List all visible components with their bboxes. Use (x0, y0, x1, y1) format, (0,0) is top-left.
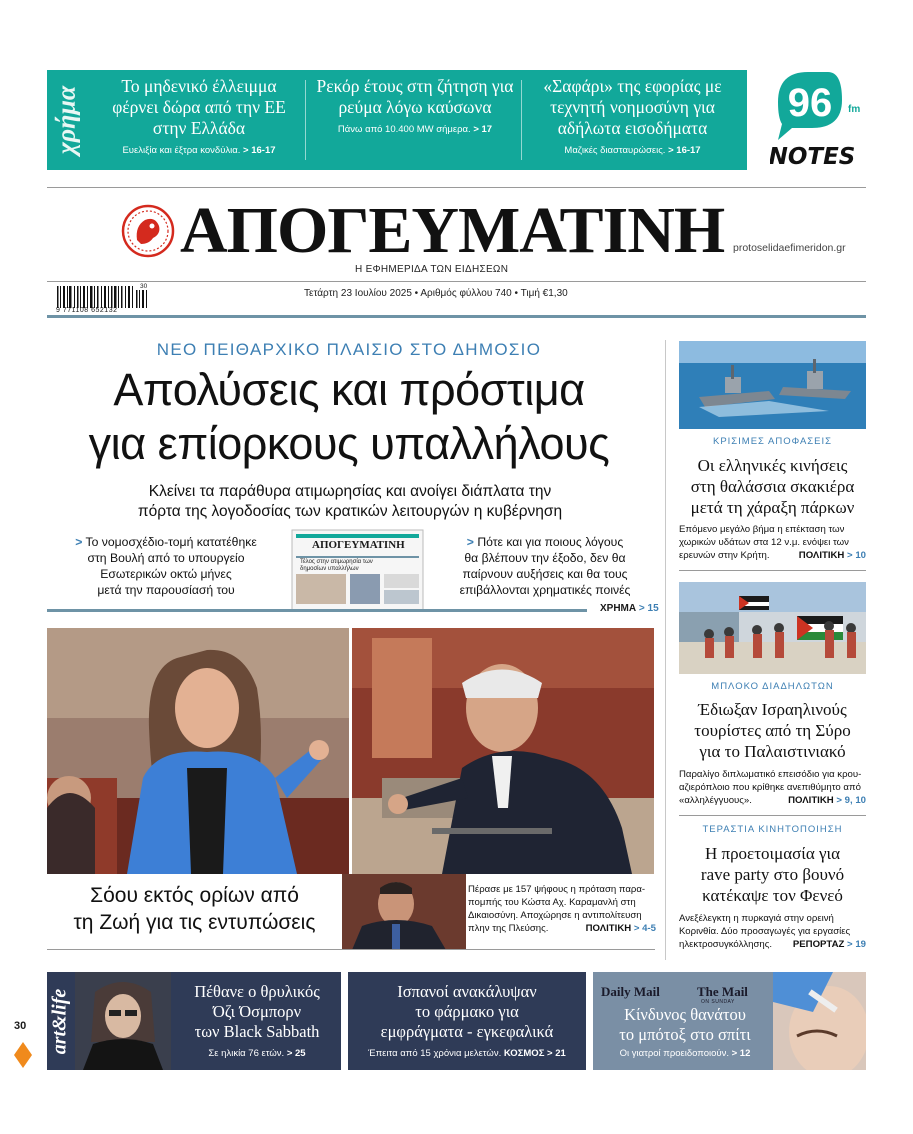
previous-front-page-thumbnail (290, 528, 425, 610)
banner-divider (305, 80, 306, 160)
orange-diamond-icon (14, 1042, 32, 1068)
photo-minister (342, 874, 466, 950)
art-life-sub: Σε ηλικία 76 ετών. > 25 (208, 1048, 306, 1059)
photo-story-headline[interactable]: Σόου εκτός ορίων από τη Ζωή για τις εντυπώσεις (73, 884, 316, 934)
sidebar-1-kicker: ΚΡΙΣΙΜΕΣ ΑΠΟΦΑΣΕΙΣ (712, 436, 832, 447)
radio-96fm-logo[interactable] (770, 70, 880, 170)
masthead-seal-logo (121, 204, 175, 258)
barcode-issue: 30 (140, 283, 148, 290)
deck-line-2: πόρτα της λογοδοσίας των κρατικών λειτουργών η κυβέρνηση (137, 503, 563, 520)
art-life-headline: Πέθανε ο θρυλικός Όζι Όσμπορν των Black Sabbath (194, 982, 320, 1041)
banner-section-label: χρήμα (51, 85, 80, 155)
sidebar-1-page-ref[interactable]: ΠΟΛΙΤΙΚΗ > 10 (798, 550, 866, 561)
banner-sub: Πάνω από 10.400 MW σήμερα. > 17 (337, 124, 493, 135)
sidebar-2-text: Παραλίγο διπλωματικό επεισόδιο για κρου- αζιερόπλοιο που κρίθηκε ανεπιθύμητο από «αλληλέγγυους». ΠΟΛΙΤΙΚΗ > 9, 10 (679, 769, 866, 806)
mail-on-sunday-sub: ON SUNDAY (701, 999, 735, 1005)
barcode-digits: 9 771108 652132 (56, 307, 118, 314)
photo-botox (773, 972, 866, 1070)
photo-ozzy (75, 972, 171, 1070)
radio-name: NOTES (770, 144, 856, 170)
deck-line-1: Κλείνει τα παράθυρα ατιμωρησίας και ανοίγει διάπλατα την (148, 483, 552, 500)
mail-on-sunday-logo: The Mail (697, 984, 748, 999)
sidebar-2-page-ref[interactable]: ΠΟΛΙΤΙΚΗ > 9, 10 (788, 795, 866, 806)
photos-bottom-rule (47, 949, 655, 950)
thumb-headline: Τέλος στην ατιμωρησία των δημοσίων υπαλλήλων (300, 559, 373, 572)
sidebar-1-text: Επόμενο μεγάλο βήμα η επέκταση των χωρικών υδάτων στα 12 ν.μ. ενόψει των ερευνών στην Κρήτη. ΠΟΛΙΤΙΚΗ > 10 (679, 524, 866, 561)
masthead-title: ΑΠΟΓΕΥΜΑΤΙΝΗ (180, 194, 725, 267)
barcode (56, 283, 156, 316)
masthead-blue-rule (47, 315, 866, 318)
photo-warships (679, 341, 866, 429)
photo-zoi (47, 628, 349, 874)
sidebar-3-page-ref[interactable]: ΡΕΠΟΡΤΑΖ > 19 (792, 939, 866, 950)
radio-logo-graphic (770, 70, 880, 170)
banner-headline: «Σαφάρι» της εφορίας με τεχνητή νοημοσύνη για αδήλωτα εισοδήματα (543, 76, 722, 138)
art-life-label: art&life (48, 988, 71, 1054)
masthead-tagline: Η ΕΦΗΜΕΡΙΔΑ ΤΩΝ ΕΙΔΗΣΕΩΝ (355, 264, 509, 275)
banner-sub: Μαζικές διασταυρώσεις. > 16-17 (564, 145, 701, 156)
photo-parliament (352, 628, 654, 874)
bullet-arrow-icon: > (75, 535, 83, 549)
sidebar-1-headline[interactable]: Οι ελληνικές κινήσεις στη θαλάσσια σκακιέρα μετά τη χάραξη πάρκων (690, 456, 855, 517)
sidebar-rule (679, 570, 866, 571)
radio-unit: fm (848, 104, 861, 115)
photo-story-text: Πέρασε με 157 ψήφους η πρόταση παρα- πομπής του Κώστα Αχ. Καραμανλή στη Δικαιοσύνη. Αποχώρησε η αντιπολίτευση πλην της Πλεύσης. ΠΟΛΙΤΙΚΗ > 4-5 (468, 884, 656, 934)
main-story-kicker: ΝΕΟ ΠΕΙΘΑΡΧΙΚΟ ΠΛΑΙΣΙΟ ΣΤΟ ΔΗΜΟΣΙΟ (156, 340, 542, 359)
daily-mail-headline: Κίνδυνος θανάτου το μπότοξ στο σπίτι (619, 1005, 751, 1044)
radio-number: 96 (787, 81, 833, 125)
main-story-page-ref[interactable]: ΧΡΗΜΑ > 15 (600, 603, 659, 614)
headline-line-2: για επίορκους υπαλλήλους (88, 418, 610, 469)
art-life-box[interactable] (47, 972, 341, 1070)
sidebar-2-kicker: ΜΠΛΟΚΟ ΔΙΑΔΗΛΩΤΩΝ (711, 681, 834, 692)
main-story-rule (47, 609, 587, 612)
main-bullet-right: > Πότε και για ποιους λόγους θα βλέπουν την έξοδο, δεν θα παίρνουν αυξήσεις και θα τους επιβάλλονται χρηματικές ποινές (459, 535, 631, 597)
bullet-arrow-icon: > (466, 535, 474, 549)
sidebar-3-headline[interactable]: Η προετοιμασία για rave party στο βουνό κατέκαψε τον Φενεό (700, 844, 845, 905)
sidebar-2-headline[interactable]: Έδιωξαν Ισραηλινούς τουρίστες από τη Σύρο για το Παλαιστινιακό (694, 700, 851, 761)
page-number: 30 (14, 1020, 27, 1032)
thumb-title: ΑΠΟΓΕΥΜΑΤΙΝΗ (312, 539, 405, 551)
banner-headline: Ρεκόρ έτους στη ζήτηση για ρεύμα λόγω καύσωνα (316, 76, 514, 117)
banner-sub: Ευελιξία και έξτρα κονδύλια. > 16-17 (122, 145, 276, 156)
photo-story-page-ref[interactable]: ΠΟΛΙΤΙΚΗ > 4-5 (585, 923, 656, 934)
sidebar-3-text: Ανεξέλεγκτη η πυρκαγιά στην ορεινή Κορινθία. Δύο προσαγωγές για εργασίες ηλεκτροσυγκόλλησης. ΡΕΠΟΡΤΑΖ > 19 (679, 913, 866, 950)
headline-line-1: Απολύσεις και πρόστιμα (113, 364, 585, 415)
banner-headline: Το μηδενικό έλλειμμα φέρνει δώρα από την ΕΕ στην Ελλάδα (112, 76, 286, 138)
world-headline: Ισπανοί ανακάλυψαν το φάρμακο για εμφράγματα - εγκεφαλικά (380, 982, 554, 1041)
seal-icon (121, 204, 175, 258)
daily-mail-logo: Daily Mail (601, 984, 660, 999)
source-site: protoselidaefimeridon.gr (733, 242, 846, 254)
main-bullet-left: > Το νομοσχέδιο-τομή κατατέθηκε στη Βουλή από το υπουργείο Εσωτερικών οκτώ μήνες μετά την παρουσίασή του (75, 535, 257, 597)
banner-divider (521, 80, 522, 160)
masthead-bottom-rule (47, 281, 866, 282)
daily-mail-sub: Οι γιατροί προειδοποιούν. > 12 (619, 1048, 751, 1059)
issue-date-line: Τετάρτη 23 Ιουλίου 2025 • Αριθμός φύλλου 740 • Τιμή €1,30 (304, 288, 568, 299)
banner-item-2[interactable] (315, 76, 515, 164)
banner-item-1[interactable] (99, 76, 299, 164)
sidebar-divider (665, 340, 666, 960)
main-story-deck (60, 482, 640, 522)
banner-item-3[interactable] (525, 76, 740, 164)
world-sub: Έπειτα από 15 χρόνια μελετών. ΚΟΣΜΟΣ > 21 (368, 1048, 566, 1059)
daily-mail-box[interactable] (593, 972, 866, 1070)
masthead-top-rule (47, 187, 866, 188)
world-box[interactable] (348, 972, 586, 1070)
photo-protest (679, 582, 866, 674)
sidebar-3-kicker: ΤΕΡΑΣΤΙΑ ΚΙΝΗΤΟΠΟΙΗΣΗ (702, 824, 843, 835)
sidebar-rule (679, 815, 866, 816)
money-banner (47, 70, 747, 170)
main-story-headline[interactable] (47, 363, 651, 471)
